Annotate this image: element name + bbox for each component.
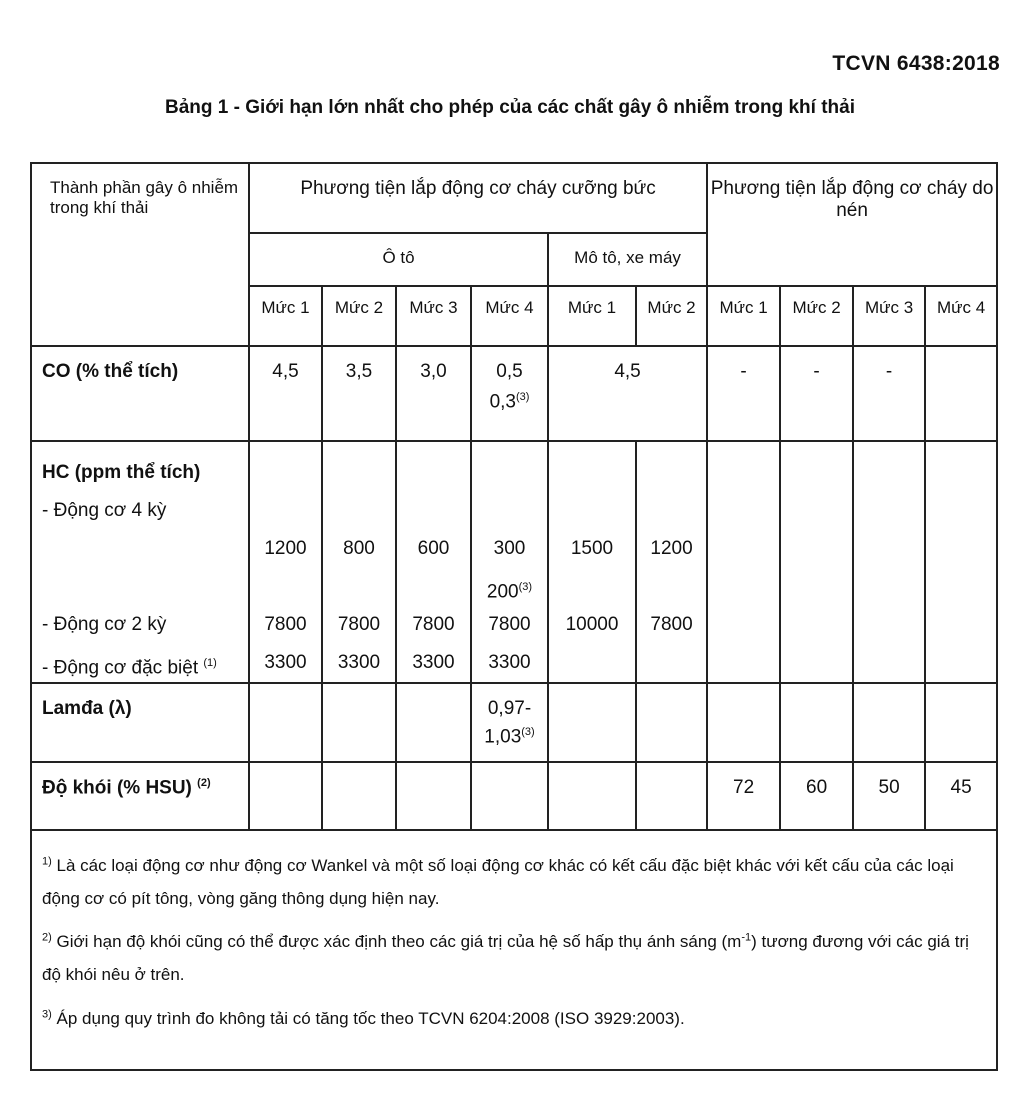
empty-cell [780,683,853,762]
hc-value: 300 [493,538,526,559]
hc-value: 7800 [412,614,455,635]
footnote-text: Là các loại động cơ như động cơ Wankel và một số loại động cơ khác có kết cấu đặc biệt khác với kết cấu của các loại động cơ có pít tông, vòng găng thông dụng hiện nay. [42,856,954,909]
hc-value: 7800 [337,614,381,635]
level-header: Mức 1 [249,286,322,346]
smoke-value: 72 [707,762,780,830]
hc-title: HC (ppm thể tích) [42,462,201,483]
empty-cell [322,683,396,762]
hc-col [322,441,396,683]
empty-cell [707,441,780,683]
exponent: -1 [741,931,752,944]
empty-cell [853,683,925,762]
empty-cell [322,762,396,830]
empty-cell [548,683,636,762]
footnote-1 [42,849,982,915]
hc-four-stroke-label: - Động cơ 4 kỳ [42,500,167,521]
lambda-line2-text: 1,03 [484,726,522,748]
hc-value: 1200 [264,538,307,559]
smoke-value: 50 [853,762,925,830]
hc-col [396,441,471,683]
co-value: 4,5 [249,346,322,441]
footnote-marker: 1) [42,855,52,868]
empty-cell [636,683,707,762]
level-header: Mức 1 [548,286,636,346]
level-header: Mức 2 [322,286,396,346]
lambda-line1: 0,97- [487,698,532,719]
footnote-ref: (3) [515,391,530,403]
empty-cell [853,441,925,683]
row-label-lambda: Lamđa (λ) [31,683,249,762]
level-header: Mức 4 [471,286,548,346]
smoke-value: 45 [925,762,997,830]
empty-cell [249,762,322,830]
smoke-value: 60 [780,762,853,830]
co-value-diesel: - [853,346,925,441]
hc-special-label [42,644,240,682]
co-value-diesel: - [780,346,853,441]
co-value-diesel: - [707,346,780,441]
co-value: 3,0 [396,346,471,441]
table-title: Bảng 1 - Giới hạn lớn nhất cho phép của các chất gây ô nhiễm trong khí thải [165,97,855,118]
empty-cell [925,346,997,441]
footnote-ref: (2) [197,777,211,789]
hc-value: 800 [343,538,375,559]
footnote-text: Giới hạn độ khói cũng có thể được xác định theo các giá trị của hệ số hấp thụ ánh sáng (m [56,932,742,952]
hc-col [548,441,636,683]
empty-cell [249,683,322,762]
co-value-motorcycle: 4,5 [548,346,707,441]
hc-value: 3300 [488,652,531,673]
header-motorcycle: Mô tô, xe máy [548,233,707,286]
empty-cell [707,683,780,762]
level-header: Mức 2 [636,286,707,346]
hc-value: 10000 [565,614,619,635]
hc-col [471,441,548,683]
document-code: TCVN 6438:2018 [832,52,1000,75]
hc-col [636,441,707,683]
co-alt-value: 0,3 [489,391,516,413]
row-label-smoke [31,762,249,830]
level-header: Mức 2 [780,286,853,346]
header-component: Thành phần gây ô nhiễm trong khí thải [31,163,249,346]
footnote-marker: 3) [42,1007,52,1020]
hc-col [249,441,322,683]
co-value: 0,5 [496,361,523,382]
header-compression-ignition: Phương tiện lắp động cơ cháy do nén [707,163,997,286]
hc-value: 3300 [412,652,455,673]
empty-cell [925,441,997,683]
row-label-hc [31,441,249,683]
level-header: Mức 1 [707,286,780,346]
header-spark-ignition: Phương tiện lắp động cơ cháy cưỡng bức [249,163,707,233]
hc-value: 7800 [650,614,693,635]
empty-cell [396,762,471,830]
level-header: Mức 3 [853,286,925,346]
footnote-ref: (3) [518,581,533,593]
empty-cell [636,762,707,830]
footnote-ref: (1) [203,657,217,669]
empty-cell [925,683,997,762]
hc-alt-value [472,568,547,606]
footnote-2 [42,925,982,991]
header-car: Ô tô [249,233,548,286]
lambda-line2 [472,726,547,748]
empty-cell [396,683,471,762]
smoke-label-text: Độ khói (% HSU) [42,777,192,799]
row-label-co: CO (% thể tích) [31,346,249,441]
co-value: 3,5 [322,346,396,441]
footnote-text-tail: ) tương đương với các giá trị độ khói nêu ở trên. [42,932,969,985]
empty-cell [471,762,548,830]
hc-alt-number: 200 [486,581,519,603]
footnote-text: Áp dụng quy trình đo không tải có tăng tốc theo TCVN 6204:2008 (ISO 3929:2003). [56,1008,685,1028]
lambda-value [471,683,548,762]
hc-two-stroke-label: - Động cơ 2 kỳ [42,614,167,635]
footnote-marker: 2) [42,931,52,944]
empty-cell [780,441,853,683]
empty-cell [548,762,636,830]
hc-value: 600 [417,538,450,559]
hc-value: 1500 [570,538,614,559]
level-header: Mức 4 [925,286,997,346]
emission-limits-table [30,162,998,1071]
footnote-ref: (3) [521,726,535,738]
hc-value: 7800 [264,614,307,635]
hc-value: 3300 [264,652,307,673]
footnote-3 [42,1002,982,1035]
hc-value: 7800 [488,614,531,635]
hc-special-text: - Động cơ đặc biệt [42,657,199,679]
hc-value: 3300 [337,652,381,673]
hc-value: 1200 [650,538,693,559]
co-value-alt [472,391,547,413]
level-header: Mức 3 [396,286,471,346]
co-value-level4 [471,346,548,441]
footnotes [31,830,997,1070]
